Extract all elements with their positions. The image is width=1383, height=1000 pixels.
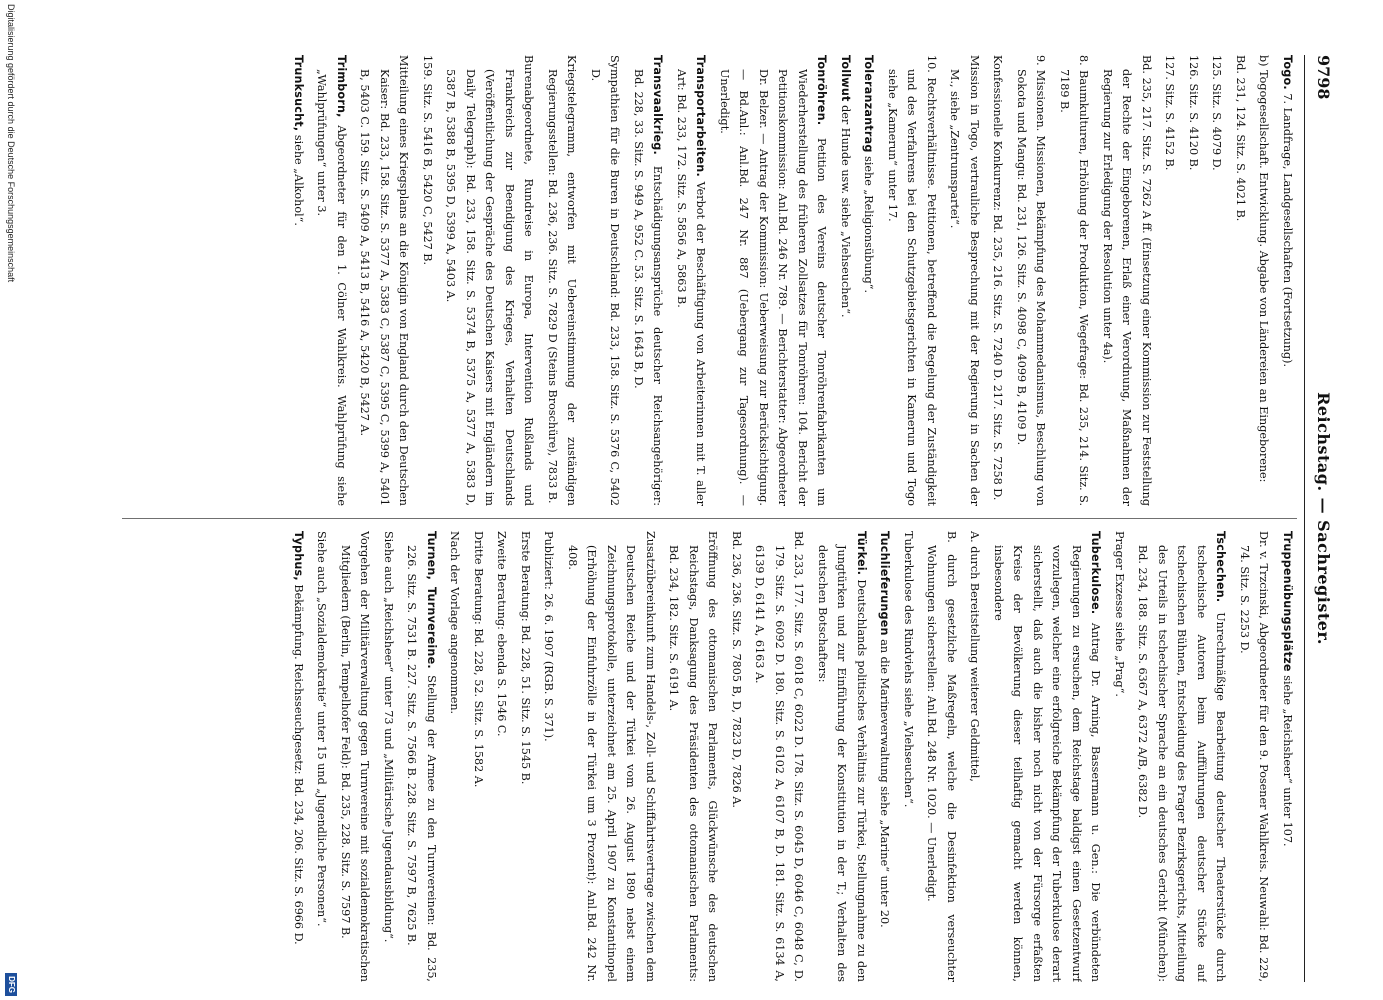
register-entry: [563, 531, 661, 982]
entry-text: A. durch Bereitstellung weiterer Geldmittel,: [968, 531, 982, 782]
entry-text: 9. Missionen. Missionen, Bekämpfung des Mohammedanismus, Beschlung von Sokota und Mangu: Bd. 231, 126. Sitz. S. 4098 C, 4099 B, 4109 D.: [1015, 55, 1048, 506]
right-column: [122, 531, 1297, 982]
entry-text: 159. Sitz. S. 5416 B, 5420 C, 5427 B.: [421, 55, 434, 266]
page-number: 9798: [1314, 55, 1333, 100]
register-entry: [492, 531, 512, 982]
entry-text: Verbot der Beschäftigung von Arbeiterinnen mit T. aller Art: Bd. 233, 172. Sitz. S. 5856 A, 5863 B.: [675, 69, 708, 506]
register-entry: [336, 531, 375, 982]
register-entry: [441, 55, 539, 506]
entry-text: Entschädigungsansprüche deutscher Reichsangehöriger: Bd. 228, 33. Sitz. S. 949 A, 952 C. 53. Sitz. S. 1643 B, D.: [632, 69, 665, 506]
entry-text: Konfessionelle Konkurrenz: Bd. 235, 216. Sitz. S. 7240 D. 217. Sitz. S. 7258 D.: [991, 55, 1005, 501]
entry-text: Mitteilung eines Kriegsplans an die Königin von England durch den Deutschen Kaiser: Bd. 233, 158. Sitz. S. 5377 A, 5383 C, 5387 C, 5395 C, 5399 A, 5401 B, 5403 C. 159. Sitz. S. 5409 A, 5413 B, 5416 A, 5420 B, 5427 A.: [358, 55, 411, 506]
entry-keyword: Turnen, Turnvereine.: [425, 531, 438, 669]
page-title: Reichstag. — Sachregister.: [1314, 392, 1333, 645]
page-header: [1303, 55, 1343, 982]
entry-text: Eröffnung des ottomanischen Parlaments, Glückwünsche des deutschen Reichstags, Danksagung des Präsidenten des ottomanischen Parlaments: Bd. 234, 182. Sitz. S. 6191 A.: [667, 531, 720, 982]
entry-text: siehe „Alkohol“.: [292, 134, 305, 226]
entry-keyword: Türkei.: [855, 531, 868, 576]
register-entry: [813, 531, 872, 982]
entry-text: 127. Sitz. S. 4152 B.: [1163, 55, 1177, 171]
register-entry: [859, 55, 879, 506]
entry-text: Erste Beratung: Bd. 228, 51. Sitz. S. 1545 B.: [519, 531, 532, 785]
left-column: [122, 55, 1297, 506]
entry-text: 125. Sitz. S. 4079 D.: [1210, 55, 1224, 171]
register-entry: [543, 55, 582, 506]
register-entry: [289, 55, 309, 506]
entry-text: der Hunde usw. siehe „Viehseuchen“.: [839, 105, 852, 318]
entry-text: Sympathien für die Buren in Deutschland: Bd. 233, 158. Sitz. S. 5376 C, 5402 D.: [589, 55, 622, 506]
entry-keyword: Tollwut: [839, 55, 852, 102]
entry-keyword: Toleranzantrag: [862, 55, 876, 153]
register-entry: [1231, 55, 1251, 506]
register-entry: [312, 55, 351, 506]
entry-text: Dritte Beratung: Bd. 228, 52. Sitz. S. 1582 A.: [472, 531, 485, 788]
register-entry: [586, 55, 625, 506]
register-entry: [1055, 55, 1094, 506]
entry-text: Siehe auch „Reichsheer“ unter 73 und „Militärische Jugendausbildung“.: [382, 531, 395, 943]
entry-text: Abgeordneter für den 1. Cölner Wahlkreis. Wahlprüfung siehe „Wahlprüfungen“ unter 3.: [315, 69, 348, 506]
entry-text: 126. Sitz. S. 4120 B.: [1187, 55, 1200, 171]
entry-text: Bd. 231, 124. Sitz. S. 4021 B.: [1234, 55, 1247, 222]
register-entry: [289, 531, 309, 982]
entry-text: Publiziert: 26. 6. 1907 (RGB. S. 371).: [542, 531, 556, 742]
entry-keyword: Truppenübungsplätze: [1281, 531, 1294, 672]
register-entry: [672, 55, 711, 506]
entry-text: Antrag Dr. Arning, Bassermann u. Gen.: Die verbündeten Regierungen zu ersuchen, dem Reichstage baldigst einen Gesetzentwurf vorzulegen, welcher eine erfolgreiche Bekämpfung der Tuberkulose derart sicherstellt, daß auch die bisher noch nicht von der Fürsorge erfaßten Kreise der Bevölkerung dieser teilhaftig gemacht werden können, insbesondere: [992, 545, 1103, 982]
register-entry: [418, 55, 438, 506]
register-entry: [875, 531, 895, 982]
entry-text: Bd. 235, 217. Sitz. S. 7262 A ff. (Einsetzung einer Kommission zur Feststellung der Rechte der Eingeborenen, Erlaß einer Verordnung, Maßnahmen der Regierung zur Erledigung der Resolution unter 4a).: [1101, 55, 1153, 506]
footer: [4, 4, 18, 996]
register-entry: [1254, 55, 1274, 506]
register-entry: [989, 531, 1106, 982]
register-entry: [469, 531, 489, 982]
register-entry: [1160, 55, 1180, 506]
entry-text: B. durch gesetzliche Maßregeln, welche die Desinfektion verseuchter Wohnungen sicherstellen: Anl.Bd. 248 Nr. 1020. — Unerledigt.: [925, 531, 958, 982]
entry-keyword: Transvaalkrieg.: [651, 55, 665, 155]
entry-text: Stellung der Armee zu den Turnvereinen: Bd. 235, 226. Sitz. S. 7531 B. 227. Sitz. S. 7566 B. 228. Sitz. S. 7597 B, 7625 B.: [405, 545, 438, 982]
entry-text: 7. Landfrage, Landgesellschaften (Fortsetzung).: [1281, 93, 1294, 368]
entry-text: Zweite Beratung: ebenda S. 1546 C.: [495, 531, 509, 737]
register-entry: [516, 531, 536, 982]
entry-text: Burenabgeordnete, Rundreise in Europa, Intervention Rußlands und Frankreichs zur Beendigung des Krieges, Verhalten Deutschlands (Veröffentlichung der Gespräche des Deutschen Kaisers mit Engländern im Daily Telegraph): Bd. 233, 158. Sitz. S. 5374 B, 5375 A, 5377 A, 5383 D, 5387 B, 5388 B, 5395 D, 5399 A, 5403 A.: [444, 55, 536, 506]
entry-keyword: Trimborn,: [335, 55, 348, 118]
entry-keyword: Typhus,: [292, 531, 305, 581]
entry-text: Bekämpfung. Reichsseuchgesetz: Bd. 234, 206. Sitz. S. 6966 D.: [292, 584, 305, 945]
entry-text: Nach der Vorlage angenommen.: [448, 531, 462, 715]
dfg-logo: DFG: [5, 973, 17, 996]
entry-text: siehe „Reichsheer“ unter 107.: [1281, 675, 1294, 847]
entry-text: siehe „Religionsübung“.: [862, 156, 876, 294]
register-entry: [379, 531, 399, 982]
entry-keyword: Tschechen.: [1214, 531, 1228, 603]
register-entry: [1110, 531, 1130, 982]
register-entry: [445, 531, 465, 982]
footer-credit: Digitalisierung gefördert durch die Deutsche Forschungsgemeinschaft: [6, 4, 16, 283]
entry-keyword: Tuchlieferungen: [878, 531, 892, 636]
header-rule: [1304, 55, 1305, 982]
register-entry: [715, 55, 832, 506]
register-entry: [1207, 55, 1227, 506]
entry-text: 8. Baumkulturen, Erhöhung der Produktion, Wegefrage: Bd. 235, 214. Sitz. S. 7189 B.: [1058, 55, 1091, 506]
register-entry: [312, 531, 332, 982]
entry-keyword: Trunksucht,: [292, 55, 305, 132]
register-entry: [750, 531, 809, 982]
register-entry: [1184, 55, 1204, 506]
register-entry: [1278, 531, 1298, 982]
register-entry: [965, 531, 985, 982]
register-entry: [899, 531, 919, 982]
register-entry: [402, 531, 441, 982]
register-entry: [629, 55, 668, 506]
text-columns: [122, 55, 1297, 982]
register-entry: [883, 55, 942, 506]
entry-text: Prager Exzesse siehe „Prag“.: [1113, 531, 1126, 697]
entry-text: Bd. 233, 177. Sitz. S. 6018 C, 6022 D. 178. Sitz. S. 6045 D, 6046 C, 6048 C, D. 179. Sitz. S. 6092 D. 180. Sitz. S. 6102 A, 6107 B, D. 181. Sitz. S. 6134 A, 6139 D, 6141 A, 6163 A.: [753, 531, 806, 982]
register-entry: [1278, 55, 1298, 506]
register-entry: [988, 55, 1008, 506]
register-entry: [727, 531, 747, 982]
entry-keyword: Transportarbeiten.: [694, 55, 708, 177]
register-entry: [945, 55, 984, 506]
register-entry: [1235, 531, 1274, 982]
register-entry: [539, 531, 559, 982]
entry-text: Unrechtmäßige Bearbeitung deutscher Theaterstücke durch tschechische Autoren beim Aufführungen deutscher Stücke auf tschechischen Bühnen, Entscheidung des Prager Bezirksgerichts, Mitteilung des Urteils in tschechischer Sprache an ein deutsches Gericht (München): Bd. 234, 188. Sitz. S. 6367 A, 6372 A/B, 6382 D.: [1136, 545, 1228, 982]
entry-keyword: Togo.: [1281, 55, 1294, 90]
entry-text: an die Marineverwaltung siehe „Marine“ unter 20.: [878, 639, 892, 928]
entry-keyword: Tuberkulose.: [1089, 531, 1103, 615]
entry-text: b) Togogesellschaft. Entwicklung. Abgabe von Ländereien an Eingeborene:: [1257, 55, 1271, 483]
entry-text: Deutschlands politisches Verhältnis zur Türkei, Stellungnahme zu den Jungtürken und zur Einführung der Konstitution in der T.; Verhalten des deutschen Botschafters:: [816, 545, 868, 982]
entry-keyword: Tonröhren.: [815, 55, 829, 126]
entry-text: Mission in Togo, vertrauliche Besprechung mit der Regierung in Sachen der M., siehe „Zentrumspartei“.: [948, 55, 981, 506]
register-entry: [836, 55, 856, 506]
entry-text: Dr. v. Trzcinski, Abgeordneter für den 9. Posener Wahlkreis. Neuwahl: Bd. 229, 74. Sitz. S. 2253 D.: [1238, 531, 1271, 982]
entry-text: Zusatzübereinkunft zum Handels-, Zoll- und Schiffahrtsvertrage zwischen dem Deutschen Reiche und der Türkei vom 26. August 1890 nebst einem Zeichnungsprotokolle, unterzeichnet am 25. April 1907 zu Konstantinopel (Erhöhung der Einfuhrzölle in der Türkei um 3 Prozent): Anl.Bd. 242 Nr. 408.: [566, 531, 657, 982]
register-entry: [355, 55, 414, 506]
entry-text: 10. Rechtsverhältnisse. Petitionen, betreffend die Regelung der Zuständigkeit und des Verfahrens bei den Schutzgebietsgerichten in Kamerun und Togo siehe „Kamerun“ unter 17.: [886, 55, 938, 506]
entry-text: Petition des Vereins deutscher Tonröhrenfabrikanten um Wiederherstellung des früheren Zollsatzes für Tonröhren: 104. Bericht der Petitionskommission: Anl.Bd. 246 Nr. 789. — Berichterstatter: Abgeordneter Dr. Belzer. — Antrag der Kommission: Ueberweisung zur Berücksichtigung. — Bd.Anl.: Anl.Bd. 247 Nr. 887 (Uebergang zur Tagesordnung). — Unerledigt.: [718, 69, 829, 506]
register-entry: [1133, 531, 1231, 982]
register-entry: [1012, 55, 1051, 506]
column-divider: [122, 518, 1297, 519]
entry-text: Bd. 236, 236. Sitz. S. 7805 B, D, 7823 D, 7826 A.: [730, 531, 743, 808]
entry-text: Tuberkulose des Rindviehs siehe „Viehseuchen“.: [902, 531, 915, 808]
register-entry: [922, 531, 961, 982]
entry-text: Kriegstelegramm, entworfen mit Uebereinstimmung der zuständigen Regierungsstellen: Bd. 236, 236. Sitz. S. 7829 D (Steins Broschüre), 7833 B.: [546, 55, 579, 506]
entry-text: Vorgehen der Militärverwaltung gegen Turnvereine mit sozialdemokratischen Mitgliedern (Berlin, Tempelhofer Feld): Bd. 235, 228. Sitz. S. 7597 B.: [339, 531, 372, 982]
entry-text: Siehe auch „Sozialdemokratie“ unter 15 und „Jugendliche Personen“.: [315, 531, 329, 927]
register-entry: [664, 531, 723, 982]
register-entry: [1098, 55, 1157, 506]
